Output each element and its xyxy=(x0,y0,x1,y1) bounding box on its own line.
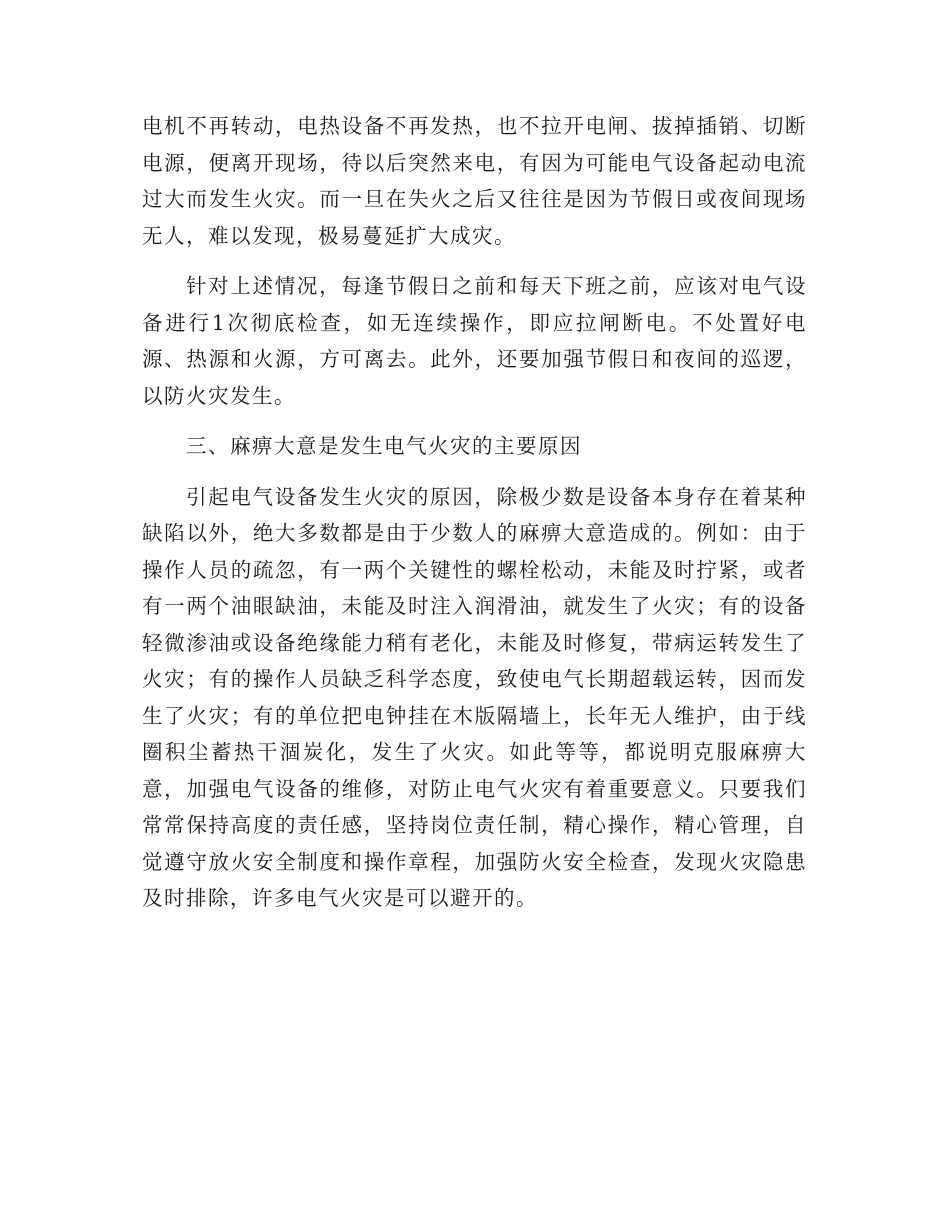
paragraph-causes: 引起电气设备发生火灾的原因，除极少数是设备本身存在着某种缺陷以外，绝大多数都是由于少数人的麻痹大意造成的。例如：由于操作人员的疏忽，有一两个关键性的螺栓松动，未能及时拧紧，或者有一两个油眼缺油，未能及时注入润滑油，就发生了火灾；有的设备轻微渗油或设备绝缘能力稍有老化，未能及时修复，带病运转发生了火灾；有的操作人员缺乏科学态度，致使电气长期超载运转，因而发生了火灾；有的单位把电钟挂在木版隔墙上，长年无人维护，由于线圈积尘蓄热干涸炭化，发生了火灾。如此等等，都说明克服麻痹大意，加强电气设备的维修，对防止电气火灾有着重要意义。只要我们常常保持高度的责任感，坚持岗位责任制，精心操作，精心管理，自觉遵守放火安全制度和操作章程，加强防火安全检查，发现火灾隐患及时排除，许多电气火灾是可以避开的。 xyxy=(142,484,807,910)
paragraph-inspection: 针对上述情况，每逢节假日之前和每天下班之前，应该对电气设备进行1次彻底检查，如无连续操作，即应拉闸断电。不处置好电源、热源和火源，方可离去。此外，还要加强节假日和夜间的巡逻，以防火灾发生。 xyxy=(142,274,807,408)
paragraph-continuation: 电机不再转动，电热设备不再发热，也不拉开电闸、拔掉插销、切断电源，便离开现场，待以后突然来电，有因为可能电气设备起动电流过大而发生火灾。而一旦在失火之后又往往是因为节假日或夜间现场无人，难以发现，极易蔓延扩大成灾。 xyxy=(142,114,807,248)
document-body xyxy=(142,108,807,931)
section-heading: 三、麻痹大意是发生电气火灾的主要原因 xyxy=(186,434,582,458)
